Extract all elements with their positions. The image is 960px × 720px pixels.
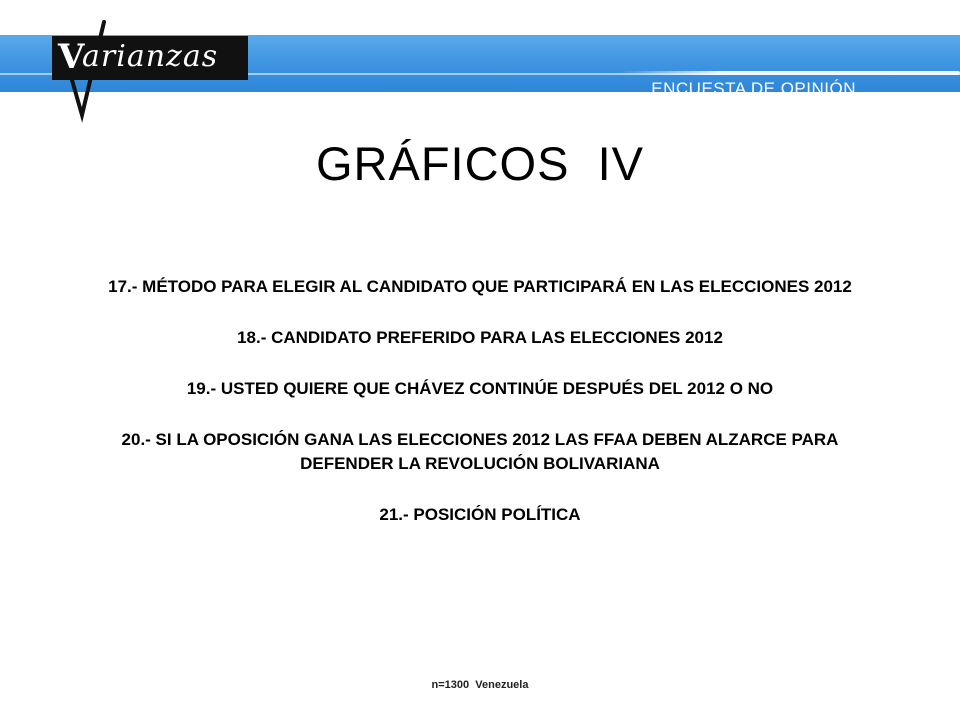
survey-date: VENEZUELA 21 DE FEBRERO DE 2011 [673,114,846,124]
list-item: 20.- SI LA OPOSICIÓN GANA LAS ELECCIONES 2012 LAS FFAA DEBEN ALZARCE PARA DEFENDER LA REVOLUCIÓN BOLIVARIANA [121,430,839,473]
chart-list [90,275,870,554]
list-item: 18.- CANDIDATO PREFERIDO PARA LAS ELECCIONES 2012 [237,328,723,347]
logo-initial: V [58,37,85,77]
list-item: 21.- POSICIÓN POLÍTICA [379,505,581,524]
page-title: GRÁFICOS IV [316,137,644,190]
survey-title: ENCUESTA DE OPINIÓN [651,79,856,98]
logo-text: arianzas [82,39,219,74]
list-item: 17.- MÉTODO PARA ELEGIR AL CANDIDATO QUE PARTICIPARÁ EN LAS ELECCIONES 2012 [108,277,852,296]
list-item: 19.- USTED QUIERE QUE CHÁVEZ CONTINÚE DESPUÉS DEL 2012 O NO [186,379,774,398]
header-swoosh [620,71,960,75]
varianzas-logo [52,36,248,80]
sample-note: n=1300 Venezuela [431,679,529,691]
